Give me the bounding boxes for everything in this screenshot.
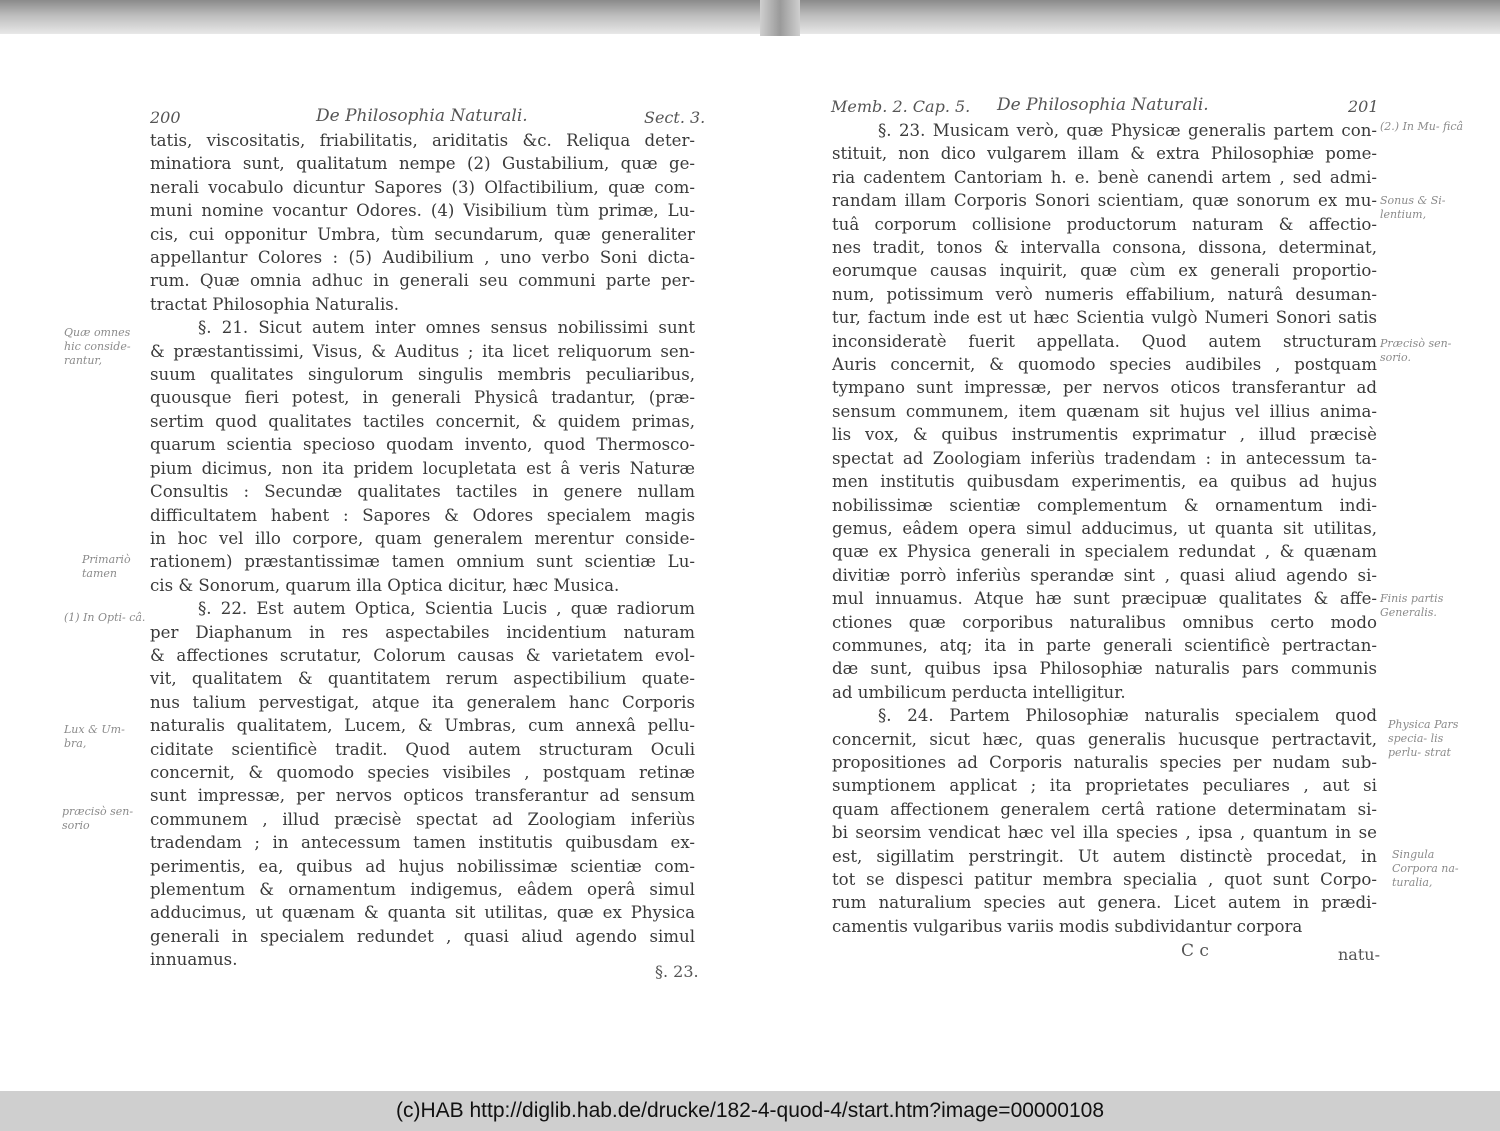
left-section-mark: Sect. 3. xyxy=(644,108,706,127)
left-catchword: §. 23. xyxy=(655,962,699,981)
text-line: quæ ex Physica generali in specialem redundat , & quænam xyxy=(832,542,1377,562)
text-line: lis vox, & quibus instrumentis exprimatur , illud præcisè xyxy=(832,425,1377,445)
right-page-text xyxy=(832,119,1377,938)
text-line: communes, atq; ita in parte generali scientificè pertractan- xyxy=(832,635,1377,655)
text-line: appellantur Colores : (5) Audibilium , uno verbo Soni dicta- xyxy=(150,248,695,268)
text-line: cis, cui opponitur Umbra, tùm secundarum, quæ generaliter xyxy=(150,224,695,244)
text-line: communem , illud præcisè spectat ad Zoologiam inferiùs xyxy=(150,809,695,829)
text-line: minatiora sunt, qualitatum nempe (2) Gustabilium, quæ ge- xyxy=(150,154,695,174)
text-line: naturalis qualitatem, Lucem, & Umbras, cum annexâ pellu- xyxy=(150,716,695,736)
text-line: generali in specialem redundet , quasi aliud agendo simul xyxy=(150,926,695,946)
text-line: mul innuamus. Atque hæ sunt præcipuæ qualitates & affe- xyxy=(832,589,1377,609)
text-line: stituit, non dico vulgarem illam & extra Philosophiæ pome- xyxy=(832,144,1377,164)
right-margin-note-5: Physica Pars specia- lis perlu- strat xyxy=(1388,718,1459,759)
text-line: difficultatem habent : Sapores & Odores specialem magis xyxy=(150,505,695,525)
text-line: sertim quod qualitates tactiles concernit, & quidem primas, xyxy=(150,411,695,431)
scan-top-edge xyxy=(0,0,1500,34)
text-line: & præstantissimi, Visus, & Auditus ; ita licet reliquorum sen- xyxy=(150,341,695,361)
right-margin-note-6: Singula Corpora na- turalia, xyxy=(1392,848,1459,889)
text-line: sensum communem, item quænam sit hujus vel illius anima- xyxy=(832,401,1377,421)
text-line: tradendam ; in antecessum tamen institutis quibusdam ex- xyxy=(150,833,695,853)
text-line: tuâ corporum collisione productorum naturam & affectio- xyxy=(832,214,1377,234)
text-line: quam affectionem generalem certâ ratione determinatam si- xyxy=(832,799,1377,819)
text-line: §. 23. Musicam verò, quæ Physicæ generalis partem con- xyxy=(878,121,1377,140)
text-line: §. 22. Est autem Optica, Scientia Lucis , quæ radiorum xyxy=(198,599,695,619)
text-line: men institutis quibusdam experimentis, ea quibus ad hujus xyxy=(832,472,1377,492)
left-margin-note-3: (1) In Opti- câ. xyxy=(64,611,146,624)
text-line: §. 24. Partem Philosophiæ naturalis specialem quod xyxy=(878,706,1377,726)
text-line: sunt impressæ, per nervos opticos transferantur ad sensum xyxy=(150,786,695,806)
left-margin-note-2: Primariò tamen xyxy=(82,553,131,580)
text-line: tot se dispesci patitur membra specialia , quot sunt Corpo- xyxy=(832,870,1377,889)
text-line: ria cadentem Cantoriam h. e. benè canendi artem , sed admi- xyxy=(832,167,1377,187)
text-line: divitiæ porrò inferiùs sperandæ sint , quasi aliud agendo si- xyxy=(832,565,1377,585)
text-line: propositiones ad Corporis naturalis species per nudam sub- xyxy=(832,752,1377,772)
text-line: innuamus. xyxy=(150,950,238,970)
right-margin-note-1: (2.) In Mu- ficâ xyxy=(1380,120,1464,133)
left-margin-note-1 xyxy=(64,326,150,368)
text-line: §. 21. Sicut autem inter omnes sensus nobilissimi sunt xyxy=(198,318,695,338)
text-line: rum. Quæ omnia adhuc in generali seu communi parte per- xyxy=(150,271,695,291)
text-line: plementum & ornamentum indigemus, eâdem operâ simul xyxy=(150,880,695,899)
text-line: vit, qualitatem & quantitatem rerum aspectibilium quate- xyxy=(150,669,695,689)
text-line: dæ sunt, quibus ipsa Philosophiæ naturalis pars communis xyxy=(832,659,1377,679)
text-line: nobilissimæ scientiæ complementum & ornamentum indi- xyxy=(832,495,1377,515)
text-line: tatis, viscositatis, friabilitatis, ariditatis &c. Reliqua deter- xyxy=(150,131,695,150)
text-line: ciditate scientificè tradit. Quod autem structuram Oculi xyxy=(150,739,695,759)
left-running-title: De Philosophia Naturali. xyxy=(316,106,528,126)
right-running-title: De Philosophia Naturali. xyxy=(997,95,1209,115)
right-margin-note-2: Sonus & Si- lentium, xyxy=(1380,194,1446,221)
text-line: rum naturalium species aut genera. Licet autem in prædi- xyxy=(832,893,1377,913)
right-catchword: natu- xyxy=(1338,945,1380,964)
text-line: per Diaphanum in res aspectabiles incidentium naturam xyxy=(150,622,695,642)
right-page-number: 201 xyxy=(1348,97,1379,116)
text-line: tur, factum inde est ut hæc Scientia vulgò Numeri Sonori satis xyxy=(832,308,1377,328)
left-margin-note-4: Lux & Um- bra, xyxy=(64,723,125,750)
text-line: ctiones quæ corporibus naturalibus omnibus certo modo xyxy=(832,612,1377,632)
text-line: quarum scientia specioso quodam invento, quod Thermosco- xyxy=(150,435,695,455)
text-line: tympano sunt impressæ, per nervos oticos transferantur ad xyxy=(832,378,1377,398)
right-section-mark: Memb. 2. Cap. 5. xyxy=(831,97,971,116)
text-line: camentis vulgaribus variis modis subdividantur corpora xyxy=(832,916,1303,936)
text-line: quousque fieri potest, in generali Physicâ tradantur, (præ- xyxy=(150,388,695,408)
text-line: concernit, & quomodo species visibiles , postquam retinæ xyxy=(150,762,695,782)
text-line: adducimus, ut quænam & quanta sit utilitas, quæ ex Physica xyxy=(150,903,695,923)
text-line: cis & Sonorum, quarum illa Optica dicitur, hæc Musica. xyxy=(150,575,620,595)
text-line: inconsideratè fuerit appellata. Quod autem structuram xyxy=(832,331,1377,351)
text-line: sumptionem applicat ; ita proprietates peculiares , aut si xyxy=(832,776,1377,796)
text-line: est, sigillatim perstringit. Ut autem distinctè procedat, in xyxy=(832,846,1377,866)
copyright-footer: (c)HAB http://diglib.hab.de/drucke/182-4-quod-4/start.htm?image=00000108 xyxy=(0,1091,1500,1131)
book-gutter xyxy=(760,0,800,36)
text-line: bi seorsim vendicat hæc vel illa species , ipsa , quantum in se xyxy=(832,823,1377,843)
text-line: concernit, sicut hæc, quas generalis hucusque pertractavit, xyxy=(832,729,1377,749)
left-margin-note-5: præcisò sen- sorio xyxy=(62,805,134,832)
text-line: eorumque causas inquirit, quæ cùm ex generali proportio- xyxy=(832,261,1377,281)
text-line: nes tradit, tonos & intervalla consona, dissona, determinat, xyxy=(832,238,1377,258)
text-line: in hoc vel illo corpore, quam generalem merentur conside- xyxy=(150,528,695,548)
signature-mark: C c xyxy=(1181,941,1209,961)
margin-note-text: Quæ omnes hic conside- rantur, xyxy=(64,326,131,367)
text-line: spectat ad Zoologiam inferiùs tradendam : in antecessum ta- xyxy=(832,448,1377,468)
text-line: nerali vocabulo dicuntur Sapores (3) Olfactibilium, quæ com- xyxy=(150,177,695,197)
right-margin-note-4: Finis partis Generalis. xyxy=(1380,592,1444,619)
text-line: suum qualitates singulorum singulis membris peculiaribus, xyxy=(150,365,695,385)
right-margin-note-3: Præcisò sen- sorio. xyxy=(1380,337,1452,364)
text-line: & affectiones scrutatur, Colorum causas & varietatem evol- xyxy=(150,645,695,665)
text-line: nus talium pervestigat, atque ita generalem hanc Corporis xyxy=(150,692,695,712)
text-line: pium dicimus, non ita pridem locupletata est â veris Naturæ xyxy=(150,458,695,478)
text-line: perimentis, ea, quibus ad hujus nobilissimæ scientiæ com- xyxy=(150,856,695,876)
text-line: muni nomine vocantur Odores. (4) Visibilium tùm primæ, Lu- xyxy=(150,201,695,221)
left-page-number: 200 xyxy=(150,108,181,127)
text-line: Consultis : Secundæ qualitates tactiles in genere nullam xyxy=(150,482,695,502)
text-line: randam illam Corporis Sonori scientiam, quæ sonorum ex mu- xyxy=(832,191,1377,211)
text-line: tractat Philosophia Naturalis. xyxy=(150,294,400,314)
text-line: rationem) præstantissimæ tamen omnium sunt scientiæ Lu- xyxy=(150,552,695,572)
left-page-text xyxy=(150,129,695,972)
text-line: Auris concernit, & quomodo species audibiles , postquam xyxy=(832,355,1377,375)
text-line: ad umbilicum perducta intelligitur. xyxy=(832,682,1126,702)
text-line: num, potissimum verò numeris effabilium, naturâ desuman- xyxy=(832,284,1377,304)
text-line: gemus, eâdem opera simul adducimus, ut quanta sit utilitas, xyxy=(832,518,1377,538)
